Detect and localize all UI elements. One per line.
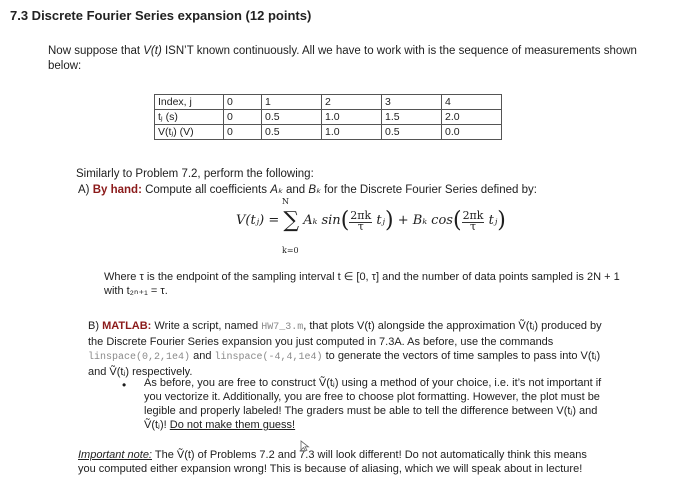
fourier-equation [236, 208, 506, 233]
table-cell: 0.0 [442, 125, 502, 140]
bullet-paragraph [144, 376, 614, 432]
part-a-label: By hand: [92, 184, 142, 196]
part-b-text-3: and [190, 350, 215, 362]
where-line-2: with t₂ₙ₊₁ = τ. [104, 285, 168, 297]
table-cell: 2.0 [442, 110, 502, 125]
table-cell: 0 [224, 110, 262, 125]
note-label: Important note: [78, 449, 152, 461]
part-b [88, 319, 608, 379]
linspace-command-2: linspace(-4,4,1e4) [214, 352, 323, 363]
bullet-emphasis: Do not make them guess! [169, 419, 296, 431]
table-cell: 0.5 [382, 125, 442, 140]
table-cell: 0.5 [262, 110, 322, 125]
part-a-text-pre: Compute all coefficients [141, 184, 271, 196]
row-header: V(tⱼ) (V) [155, 125, 224, 140]
part-b-text-2: , that plots V(t) alongside the approximation Ṽ(tⱼ) produced by the Discrete Fourier Series expansion you just computed in 7.3A. As before, use the commands [88, 320, 602, 348]
part-b-label: MATLAB: [102, 320, 152, 332]
table-cell: 1.0 [322, 110, 382, 125]
fraction-numerator: 2πk [462, 208, 484, 222]
left-paren-icon: ( [340, 208, 350, 233]
table-cell: 2 [322, 95, 382, 110]
part-a [78, 182, 537, 196]
table-row [155, 95, 502, 110]
bullet-icon: • [122, 378, 127, 392]
sigma-icon: ∑ [283, 208, 300, 233]
right-paren-icon: ) [497, 208, 506, 233]
fraction [462, 210, 485, 232]
table-row [155, 125, 502, 140]
table-cell: 4 [442, 95, 502, 110]
where-paragraph [104, 270, 644, 298]
intro-prefix: Now suppose that [48, 45, 144, 57]
intro-var: V(t) [143, 45, 162, 57]
part-b-text-4: to generate the vectors of time samples to pass into V(tⱼ) and Ṽ(tⱼ) respectively. [88, 350, 601, 378]
sum-lower-limit: k=0 [282, 246, 299, 255]
table-cell: 1 [262, 95, 322, 110]
table-row [155, 110, 502, 125]
intro-rest: ISN’T known continuously. All we have to work with is the sequence of measurements shown below: [48, 45, 637, 72]
where-line-1: Where τ is the endpoint of the sampling interval t ∈ [0, τ] and the number of data points sampled is 2N + 1 [104, 271, 620, 283]
problem-title: 7.3 Discrete Fourier Series expansion (12 points) [10, 8, 312, 23]
fraction-denominator: τ [469, 219, 477, 233]
table-cell: 0.5 [262, 125, 322, 140]
eq-tj: tⱼ [488, 213, 498, 228]
important-note [78, 448, 598, 476]
table-cell: 0 [224, 95, 262, 110]
right-paren-icon: ) [385, 208, 394, 233]
eq-tj: tⱼ [376, 213, 385, 228]
row-header: Index, j [155, 95, 224, 110]
fraction-numerator: 2πk [350, 208, 372, 222]
linspace-command-1: linspace(0,2,1e4) [88, 352, 191, 363]
fraction [349, 210, 372, 232]
sum-upper-limit: N [282, 197, 289, 206]
part-a-text-post: for the Discrete Fourier Series defined by: [320, 184, 537, 196]
eq-lhs: V(tⱼ) = [236, 213, 280, 228]
part-b-text-1: Write a script, named [151, 320, 262, 332]
table-cell: 1.5 [382, 110, 442, 125]
left-paren-icon: ( [452, 208, 462, 233]
eq-bk-cos: + Bₖ cos [397, 213, 453, 228]
fraction-denominator: τ [357, 219, 364, 233]
note-text: The Ṽ(t) of Problems 7.2 and 7.3 will look different! Do not automatically think this means you computed either expansion wrong! This is because of aliasing, which we will speak about in lecture! [78, 449, 587, 475]
part-a-and: and [282, 184, 309, 196]
row-header: tⱼ (s) [155, 110, 224, 125]
part-a-marker: A) [78, 184, 90, 196]
coef-b: Bₖ [308, 184, 321, 196]
intro-paragraph [48, 44, 658, 74]
table-cell: 1.0 [322, 125, 382, 140]
similarly-text: Similarly to Problem 7.2, perform the following: [76, 168, 314, 180]
coef-a: Aₖ [270, 184, 283, 196]
part-b-marker: B) [88, 320, 99, 332]
measurement-table [154, 94, 502, 140]
table-cell: 3 [382, 95, 442, 110]
script-filename: HW7_3.m [261, 322, 304, 333]
eq-ak-sin: Aₖ sin [303, 213, 341, 228]
bullet-text: As before, you are free to construct Ṽ(tⱼ) using a method of your choice, i.e. it’s not important if you vectorize it. Additionally, you are free to choose plot formatting. However, the plot must be legible and properly labeled! The graders must be able to tell the difference between V(tⱼ) and Ṽ(tⱼ)! [144, 377, 602, 431]
table-cell: 0 [224, 125, 262, 140]
